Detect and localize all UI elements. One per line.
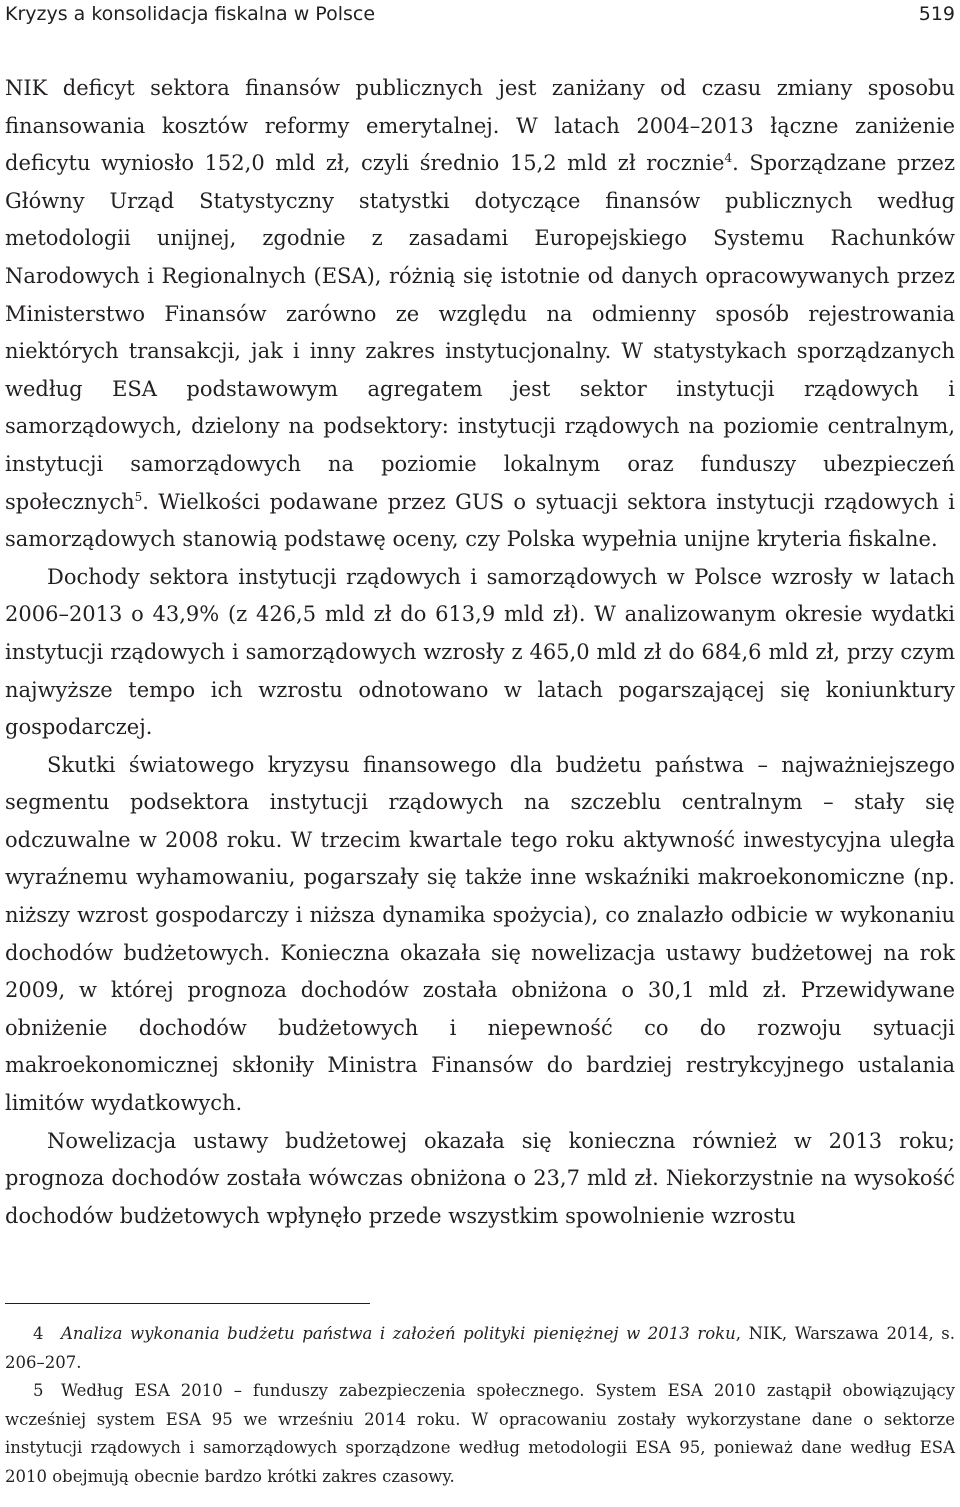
running-header <box>5 0 955 36</box>
footnote-4-number: 4 <box>33 1324 44 1343</box>
paragraph-1-part-2: . Sporządzane przez Główny Urząd Statystyczny statystki dotyczące finansów publicznych według metodologii unijnej, zgodnie z zasadami Europejskiego Systemu Rachunków Narodowych i Regionalnych (ESA), różnią się istotnie od danych opracowywanych przez Ministerstwo Finansów zarówno ze względu na odmienny sposób rejestrowania niektórych transakcji, jak i inny zakres instytucjonalny. W statystykach sporządzanych według ESA podstawowym agregatem jest sektor instytucji rządowych i samorządowych, dzielony na podsektory: instytucji rządowych na poziomie centralnym, instytucji samorządowych na poziomie lokalnym oraz funduszy ubezpieczeń społecznych <box>5 151 956 514</box>
footnote-4-title: Analiza wykonania budżetu państwa i założeń polityki pieniężnej w 2013 roku <box>61 1324 736 1343</box>
footnote-ref-5[interactable]: 5 <box>134 489 143 504</box>
footnote-4 <box>5 1320 955 1377</box>
paragraph-1 <box>5 70 955 559</box>
footnote-5 <box>5 1377 955 1491</box>
footnote-divider <box>5 1303 370 1304</box>
footnote-4-text: , NIK, Warszawa 2014, s. 206–207. <box>5 1324 955 1372</box>
paragraph-1-part-1: NIK deficyt sektora finansów publicznych jest zaniżany od czasu zmiany sposobu finansowania kosztów reformy emerytalnej. W latach 2004–2013 łączne zaniżenie deficytu wyniosło 152,0 mld zł, czyli średnio 15,2 mld zł rocznie <box>5 76 955 176</box>
footnote-ref-4[interactable]: 4 <box>724 151 733 166</box>
footnotes <box>5 1320 955 1491</box>
paragraph-1-part-3: . Wielkości podawane przez GUS o sytuacji sektora instytucji rządowych i samorządowych stanowią podstawę oceny, czy Polska wypełnia unijne kryteria fiskalne. <box>5 489 955 552</box>
paragraph-3: Skutki światowego kryzysu finansowego dla budżetu państwa – najważniejszego segmentu podsektora instytucji rządowych na szczeblu centralnym – stały się odczuwalne w 2008 roku. W trzecim kwartale tego roku aktywność inwestycyjna uległa wyraźnemu wyhamowaniu, pogarszały się także inne wskaźniki makroekonomiczne (np. niższy wzrost gospodarczy i niższa dynamika spożycia), co znalazło odbicie w wykonaniu dochodów budżetowych. Konieczna okazała się nowelizacja ustawy budżetowej na rok 2009, w której prognoza dochodów została obniżona o 30,1 mld zł. Przewidywane obniżenie dochodów budżetowych i niepewność co do rozwoju sytuacji makroekonomicznej skłoniły Ministra Finansów do bardziej restrykcyjnego ustalania limitów wydatkowych. <box>5 752 955 1116</box>
page-number: 519 <box>918 3 955 25</box>
paragraph-4: Nowelizacja ustawy budżetowej okazała się konieczna również w 2013 roku; prognoza dochodów została wówczas obniżona o 23,7 mld zł. Niekorzystnie na wysokość dochodów budżetowych wpłynęło przede wszystkim spowolnienie wzrostu <box>5 1128 955 1228</box>
footnote-5-text: Według ESA 2010 – funduszy zabezpieczenia społecznego. System ESA 2010 zastąpił obowiązujący wcześniej system ESA 95 we wrześniu 2014 roku. W opracowaniu zostały wykorzystane dane o sektorze instytucji rządowych i samorządowych sporządzone według metodologii ESA 95, ponieważ dane według ESA 2010 obejmują obecnie bardzo krótki zakres czasowy. <box>5 1381 955 1486</box>
footnote-5-number: 5 <box>33 1381 44 1400</box>
main-text <box>5 70 955 1235</box>
running-title: Kryzys a konsolidacja fiskalna w Polsce <box>5 3 376 25</box>
paragraph-2: Dochody sektora instytucji rządowych i samorządowych w Polsce wzrosły w latach 2006–2013 o 43,9% (z 426,5 mld zł do 613,9 mld zł). W analizowanym okresie wydatki instytucji rządowych i samorządowych wzrosły z 465,0 mld zł do 684,6 mld zł, przy czym najwyższe tempo ich wzrostu odnotowano w latach pogarszającej się koniunktury gospodarczej. <box>5 564 955 740</box>
